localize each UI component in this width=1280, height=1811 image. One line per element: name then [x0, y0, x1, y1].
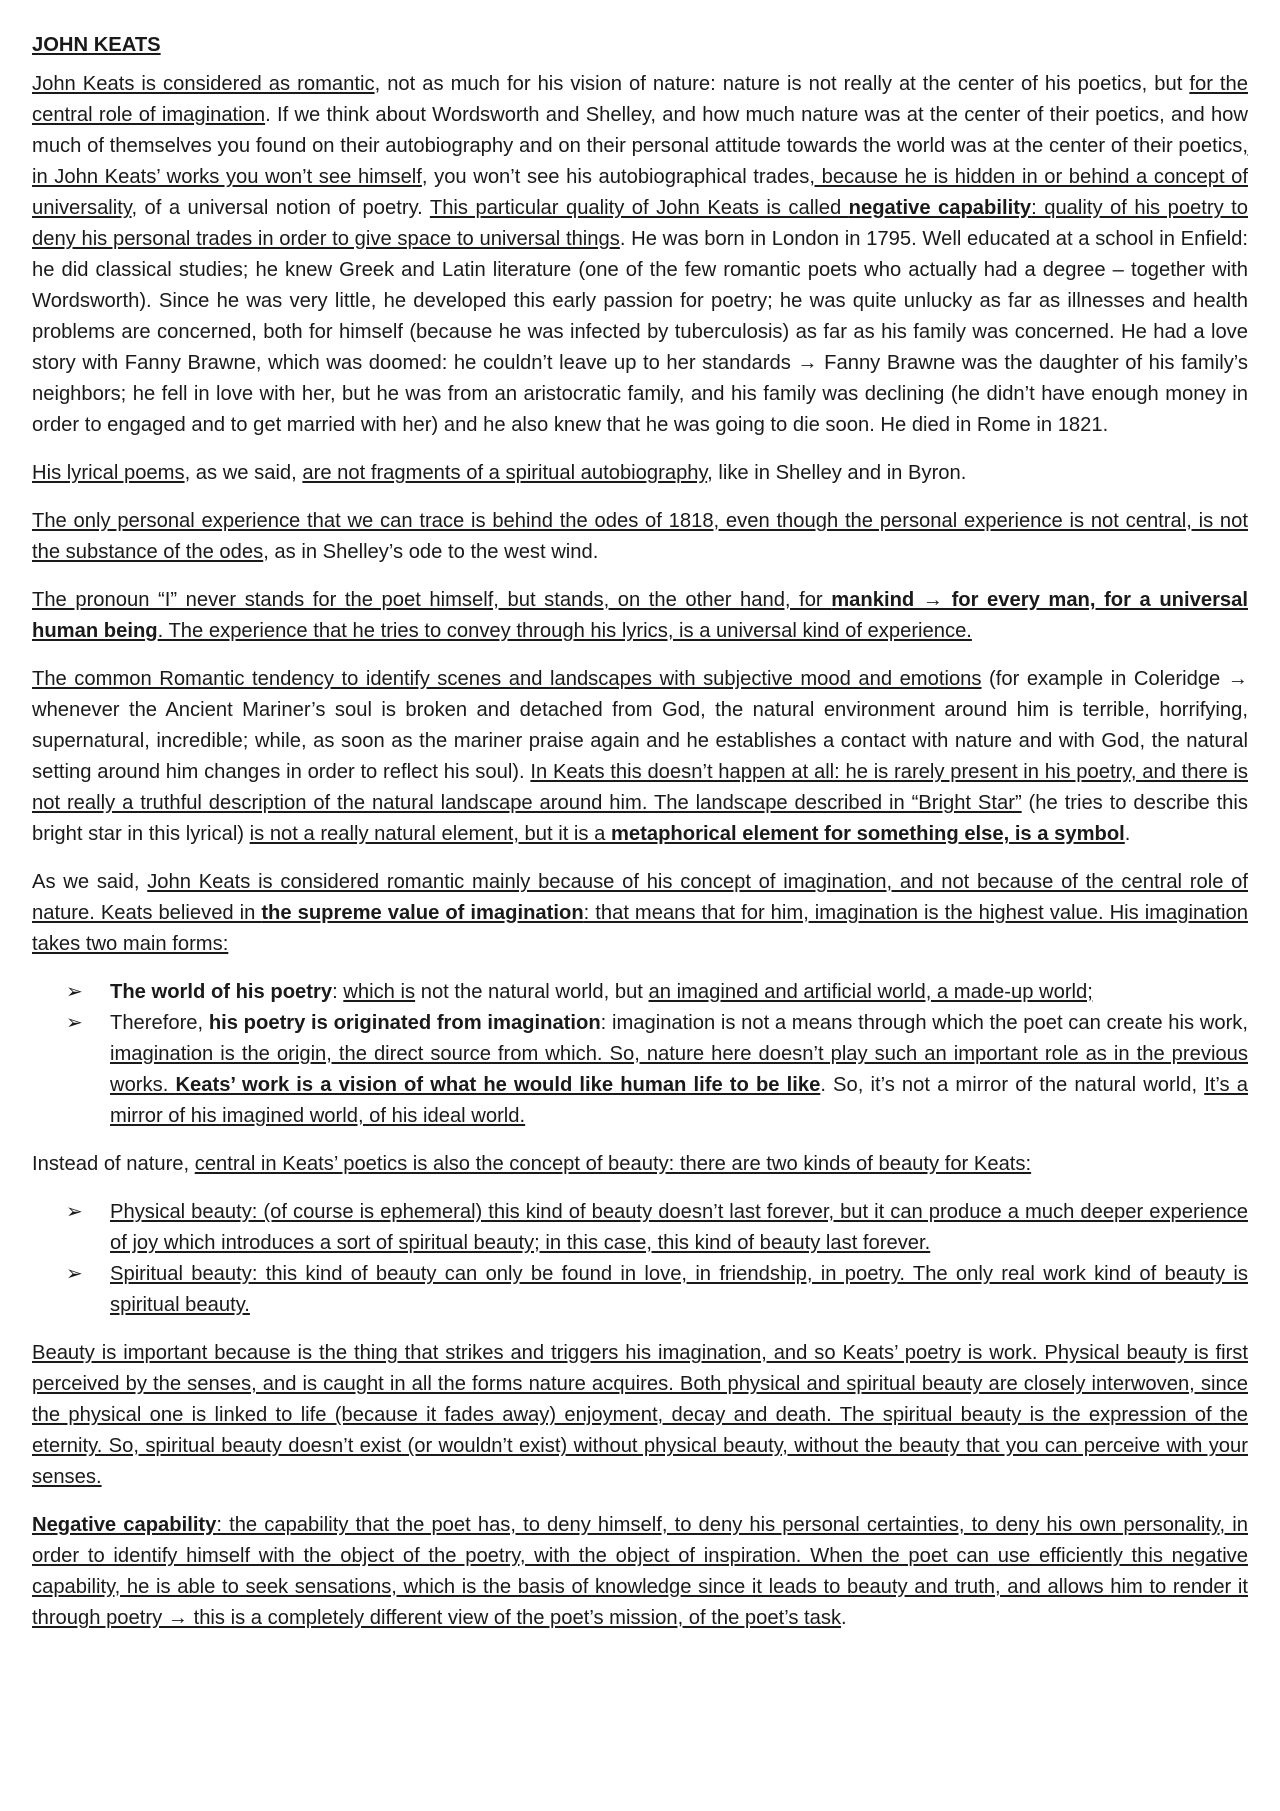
- text-run: The only personal experience that we can trace is behind the odes of 1818, even though the personal experience is not central, is not the substance of the odes: [32, 510, 1248, 563]
- text-run: are not fragments of a spiritual autobiography: [302, 462, 708, 484]
- imagination-forms-list: [32, 977, 1248, 1132]
- paragraph: [32, 506, 1248, 568]
- text-run: John Keats is considered as romantic: [32, 73, 375, 95]
- list-item: [66, 977, 1248, 1008]
- text-run: It’s a mirror of his imagined world, of his ideal world.: [110, 1074, 1248, 1127]
- paragraph: [32, 1510, 1248, 1634]
- text-run: : that means that for him, imagination is the highest value. His imagination takes two main forms:: [32, 902, 1248, 955]
- list-item: [66, 1197, 1248, 1259]
- text-run: The common Romantic tendency to identify scenes and landscapes with subjective mood and emotions: [32, 668, 982, 690]
- text-run: , because he is hidden in or behind a concept of universality: [32, 166, 1248, 219]
- text-run: : the capability that the poet has, to deny himself, to deny his personal certainties, to deny his own personality, in order to identify himself with the object of the poetry, with the object of inspiration. When the poet can use efficiently this negative capability, he is able to seek sensations, which is the basis of knowledge since it leads to beauty and truth, and allows him to render it through poetry → this is a completely different view of the poet’s mission, of the poet’s task: [32, 1514, 1248, 1629]
- text-run: , as we said,: [184, 462, 303, 484]
- text-run: As we said,: [32, 871, 148, 893]
- text-run: imagination is the origin, the direct source from which. So, nature here doesn’t play such an important role as in the previous works.: [110, 1043, 1248, 1096]
- list-item-text: [110, 1263, 1248, 1316]
- text-run: central in Keats’ poetics is also the concept of beauty: there are two kinds of beauty for Keats:: [194, 1153, 1032, 1175]
- list-item-text: [110, 981, 1093, 1003]
- text-run: negative capability: [848, 197, 1032, 219]
- text-run: : quality of his poetry to deny his personal trades in order to give space to universal things: [32, 197, 1249, 250]
- text-run: Negative capability: [32, 1514, 217, 1536]
- text-run: Beauty is important because is the thing that strikes and triggers his imagination, and so Keats’ poetry is work. Physical beauty is first perceived by the senses, and is caught in all the forms nature acquires. Both physical and spiritual beauty are closely interwoven, since the physical one is linked to life (because it fades away) enjoyment, decay and death. The spiritual beauty is the expression of the eternity. So, spiritual beauty doesn’t exist (or wouldn’t exist) without physical beauty, without the beauty that you can perceive with your senses.: [32, 1342, 1248, 1488]
- arrow-bullet-icon: ➢: [66, 1012, 83, 1034]
- text-run: : imagination is not a means through which the poet can create his work,: [600, 1012, 1248, 1034]
- text-run: (he tries to describe this bright star in this lyrical): [32, 792, 1248, 845]
- list-item-text: [110, 1201, 1248, 1254]
- text-run: In Keats this doesn’t happen at all: he is rarely present in his poetry, and there is not really a truthful description of the natural landscape around him. The landscape described in “Bright Star”: [32, 761, 1248, 814]
- beauty-kinds-list: [32, 1197, 1248, 1321]
- text-run: , you won’t see his autobiographical trades: [421, 166, 810, 188]
- text-run: Instead of nature,: [32, 1153, 195, 1175]
- arrow-bullet-icon: ➢: [66, 981, 83, 1003]
- paragraph: [32, 1338, 1248, 1493]
- paragraph: [32, 585, 1248, 647]
- text-run: Therefore,: [110, 1012, 209, 1034]
- list-item-text: [110, 1012, 1248, 1127]
- text-run: not the natural world, but: [415, 981, 649, 1003]
- paragraph: [32, 69, 1248, 441]
- text-run: , like in Shelley and in Byron.: [707, 462, 967, 484]
- paragraph: [32, 664, 1248, 850]
- text-run: for the central role of imagination: [32, 73, 1248, 126]
- text-run: an imagined and artificial world, a made-up world;: [648, 981, 1093, 1003]
- text-run: . The experience that he tries to convey through his lyrics, is a universal kind of experience.: [157, 620, 972, 642]
- text-run: . If we think about Wordsworth and Shelley, and how much nature was at the center of their poetics, and how much of themselves you found on their autobiography and on their personal attitude towards the world was at the center of their poetics: [32, 104, 1248, 157]
- paragraph: [32, 867, 1248, 960]
- text-run: metaphorical element for something else, is a symbol: [610, 823, 1125, 845]
- text-run: the supreme value of imagination: [261, 902, 584, 924]
- list-item: [66, 1008, 1248, 1132]
- arrow-bullet-icon: ➢: [66, 1263, 83, 1285]
- text-run: (for example in Coleridge → whenever the Ancient Mariner’s soul is broken and detached from God, the natural environment around him is terrible, horrifying, supernatural, incredible; while, as soon as the mariner praise again and he establishes a contact with nature and with God, the natural setting around him changes in order to reflect his soul).: [32, 668, 1248, 783]
- text-run: :: [332, 981, 344, 1003]
- text-run: his poetry is originated from imagination: [208, 1012, 601, 1034]
- text-run: , in John Keats’ works you won’t see himself: [32, 135, 1248, 188]
- document-title: JOHN KEATS: [32, 34, 161, 56]
- text-run: The world of his poetry: [110, 981, 333, 1003]
- text-run: Physical beauty: (of course is ephemeral) this kind of beauty doesn’t last forever, but it can produce a much deeper experience of joy which introduces a sort of spiritual beauty; in this case, this kind of beauty last forever.: [110, 1201, 1248, 1254]
- text-run: The pronoun “I” never stands for the poet himself, but stands, on the other hand, for: [32, 589, 832, 611]
- text-run: , of a universal notion of poetry.: [131, 197, 430, 219]
- text-run: which is: [343, 981, 416, 1003]
- text-run: . So, it’s not a mirror of the natural world,: [820, 1074, 1205, 1096]
- paragraph: [32, 1149, 1248, 1180]
- text-run: is not a really natural element, but it is a: [249, 823, 611, 845]
- text-run: , as in Shelley’s ode to the west wind.: [263, 541, 599, 563]
- text-run: Keats’ work is a vision of what he would like human life to be like: [175, 1074, 821, 1096]
- list-item: [66, 1259, 1248, 1321]
- text-run: mankind → for every man, for a universal human being: [32, 589, 1248, 642]
- text-run: His lyrical poems: [32, 462, 185, 484]
- text-run: Spiritual beauty: this kind of beauty can only be found in love, in friendship, in poetry. The only real work kind of beauty is spiritual beauty.: [110, 1263, 1248, 1316]
- text-run: , not as much for his vision of nature: nature is not really at the center of his poetics, but: [374, 73, 1190, 95]
- text-run: .: [841, 1607, 847, 1629]
- text-run: .: [1124, 823, 1131, 845]
- paragraph: [32, 458, 1248, 489]
- text-run: . He was born in London in 1795. Well educated at a school in Enfield: he did classical studies; he knew Greek and Latin literature (one of the few romantic poets who actually had a degree – together with Wordsworth). Since he was very little, he developed this early passion for poetry; he was quite unlucky as far as illnesses and health problems are concerned, both for himself (because he was infected by tuberculosis) as far as his family was concerned. He had a love story with Fanny Brawne, which was doomed: he couldn’t leave up to her standards → Fanny Brawne was the daughter of his family’s neighbors; he fell in love with her, but he was from an aristocratic family, and his family was declining (he didn’t have enough money in order to engaged and to get married with her) and he also knew that he was going to die soon. He died in Rome in 1821.: [32, 228, 1248, 436]
- arrow-bullet-icon: ➢: [66, 1201, 83, 1223]
- text-run: John Keats is considered romantic mainly because of his concept of imagination, and not because of the central role of nature. Keats believed in: [32, 871, 1248, 924]
- text-run: This particular quality of John Keats is called: [429, 197, 849, 219]
